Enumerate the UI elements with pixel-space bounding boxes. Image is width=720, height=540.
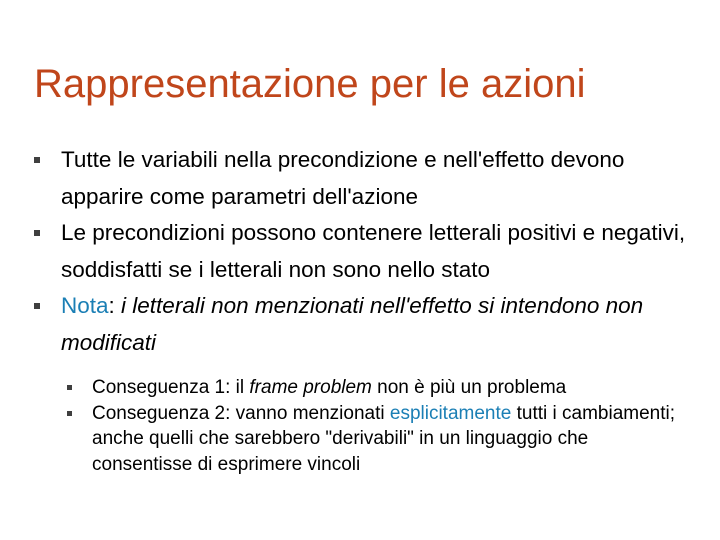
bullet-text: Tutte le variabili nella precondizione e nell'effetto devono apparire come parametri dell'azione [61,147,625,209]
slide-title: Rappresentazione per le azioni [34,62,586,106]
sub-bullet-prefix: Conseguenza 1: il [92,377,250,398]
square-bullet-icon [34,303,40,309]
sub-bullet-item [0,375,720,401]
sub-bullet-item [0,401,720,478]
nota-separator: : [108,293,122,318]
square-bullet-icon [67,411,72,416]
sub-bullet-emphasis: frame problem [249,377,372,398]
square-bullet-icon [34,157,40,163]
bullet-text: Le precondizioni possono contenere letterali positivi e negativi, soddisfatti se i letterali non sono nello stato [61,220,686,282]
bullet-list [0,142,720,477]
square-bullet-icon [34,230,40,236]
bullet-item [0,215,720,288]
nota-label: Nota [61,293,109,318]
bullet-item [0,142,720,215]
sub-bullet-suffix: non è più un problema [371,377,567,398]
square-bullet-icon [67,385,72,390]
bullet-item [0,288,720,361]
sub-bullet-highlight: esplicitamente [389,402,512,424]
sub-bullet-suffix: tutti i cambiamenti; anche quelli che sarebbero "derivabili" in un linguaggio che consentisse di esprimere vincoli [92,402,675,475]
bullet-text: i letterali non menzionati nell'effetto si intendono non modificati [61,293,644,355]
sub-bullet-prefix: Conseguenza 2: vanno menzionati [92,402,390,424]
